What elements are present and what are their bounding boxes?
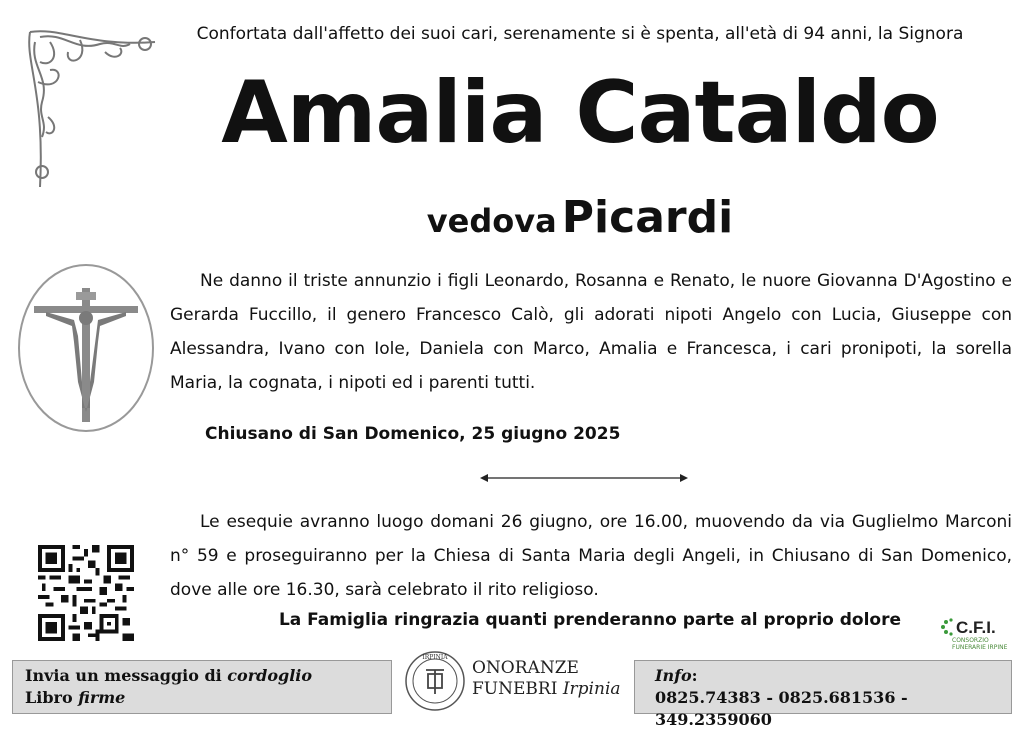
info-box (634, 660, 1012, 729)
widow-line (240, 192, 920, 243)
corner-flourish-icon (20, 22, 160, 192)
intro-text: Confortata dall'affetto dei suoi cari, serenamente si è spenta, all'età di 94 anni, la Signora (196, 24, 964, 44)
info-label-text: Info (655, 666, 692, 685)
double-arrow-icon (478, 471, 690, 485)
condolence-box[interactable] (12, 660, 392, 714)
agency-name (472, 658, 621, 700)
announcement-text: Ne danno il triste annunzio i figli Leonardo, Rosanna e Renato, le nuore Giovanna D'Agostino e Gerarda Fuccillo, il genero Francesco Calò, gli adorati nipoti Angelo con Lucia, Giuseppe con Alessandra, Ivano con Iole, Daniela con Marco, Amalia e Francesca, i cari pronipoti, la sorella Maria, la cognata, i nipoti ed i parenti tutti. (170, 271, 1012, 393)
info-colon: : (691, 666, 698, 685)
qr-code-icon[interactable] (38, 545, 134, 641)
info-label (655, 665, 991, 687)
widow-word: vedova (426, 202, 557, 240)
seal-top-text: IRPINIA (422, 654, 448, 661)
cfi-tagline: CONSORZIO FUNERARIE IRPINE (952, 637, 1008, 651)
cfi-logo-text: C.F.I. (956, 618, 996, 637)
agency-line2-text: FUNEBRI (472, 679, 563, 699)
agency-line1: ONORANZE (472, 658, 579, 678)
agency-line2 (472, 679, 621, 700)
deceased-name: Amalia Cataldo (221, 63, 939, 163)
phone-numbers[interactable]: 0825.74383 - 0825.681536 - 349.2359060 (655, 688, 908, 729)
condolence-prefix: Invia un messaggio di (25, 666, 228, 685)
thanks-text: La Famiglia ringrazia quanti prenderanno parte al proprio dolore (278, 610, 902, 630)
widow-surname: Picardi (561, 192, 734, 243)
condolence-link[interactable] (25, 665, 379, 687)
agency-em: Irpinia (562, 679, 621, 699)
book-em: firme (78, 688, 126, 707)
cfi-logo-icon (940, 616, 1016, 638)
condolence-em: cordoglio (227, 666, 313, 685)
agency-seal-icon (404, 650, 466, 712)
book-link[interactable] (25, 687, 379, 709)
place-date: Chiusano di San Domenico, 25 giugno 2025 (205, 424, 621, 444)
book-prefix: Libro (25, 688, 79, 707)
funeral-text: Le esequie avranno luogo domani 26 giugno, ore 16.00, muovendo da via Guglielmo Marconi n° 59 e proseguiranno per la Chiesa di Santa Maria degli Angeli, in Chiusano di San Domenico, dove alle ore 16.30, sarà celebrato il rito religioso. (170, 512, 1012, 600)
crucifix-icon (16, 262, 156, 434)
